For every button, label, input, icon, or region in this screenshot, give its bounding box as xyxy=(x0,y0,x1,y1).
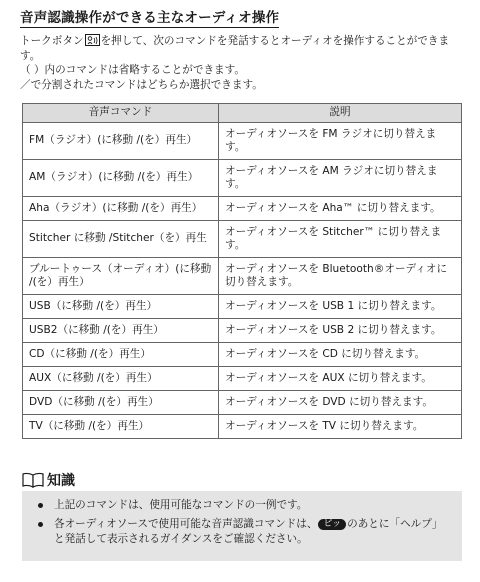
command-cell: AUX（に移動 /(を）再生） xyxy=(23,367,219,391)
command-cell: TV（に移動 /(を）再生） xyxy=(23,415,219,439)
table-row xyxy=(23,160,462,197)
table-row xyxy=(23,295,462,319)
command-cell: USB（に移動 /(を）再生） xyxy=(23,295,219,319)
table-row xyxy=(23,258,462,295)
description-cell: オーディオソースを Stitcher™ に切り替えます。 xyxy=(219,221,462,258)
command-cell: AM（ラジオ）(に移動 /(を）再生） xyxy=(23,160,219,197)
description-cell: オーディオソースを CD に切り替えます。 xyxy=(219,343,462,367)
command-cell: Aha（ラジオ）(に移動 /(を）再生） xyxy=(23,197,219,221)
description-cell: オーディオソースを TV に切り替えます。 xyxy=(219,415,462,439)
table-row xyxy=(23,415,462,439)
table-row xyxy=(23,367,462,391)
knowledge-item-2-after: のあとに「ヘルプ」と発話して表示されるガイダンスをご確認ください。 xyxy=(54,518,443,545)
intro-line-1-before: トークボタン xyxy=(20,35,84,47)
intro-line-3: ／で分割されたコマンドはどちらか選択できます。 xyxy=(20,78,263,91)
description-cell: オーディオソースを USB 2 に切り替えます。 xyxy=(219,319,462,343)
table-row xyxy=(23,123,462,160)
page-title: 音声認識操作ができる主なオーディオ操作 xyxy=(20,10,280,26)
table-row xyxy=(23,391,462,415)
knowledge-item-1: 上記のコマンドは、使用可能なコマンドの一例です。 xyxy=(54,499,308,511)
table-row xyxy=(23,221,462,258)
beep-badge: ピッ xyxy=(318,519,346,530)
command-cell: DVD（に移動 /(を）再生） xyxy=(23,391,219,415)
knowledge-box xyxy=(22,491,462,561)
open-book-icon xyxy=(22,472,44,488)
command-cell: ブルートゥース（オーディオ）(に移動 /(を）再生） xyxy=(23,258,219,295)
knowledge-list xyxy=(36,498,452,547)
intro-line-1-after: を押して、次のコマンドを発話するとオーディオを操作することができます。 xyxy=(20,35,450,62)
command-cell: Stitcher に移動 /Stitcher（を）再生 xyxy=(23,221,219,258)
description-cell: オーディオソースを USB 1 に切り替えます。 xyxy=(219,295,462,319)
command-cell: CD（に移動 /(を）再生） xyxy=(23,343,219,367)
list-item xyxy=(36,517,452,547)
intro-line-2: （ ）内のコマンドは省略することができます。 xyxy=(20,64,245,76)
header-description: 説明 xyxy=(219,104,462,123)
intro-text xyxy=(20,34,468,92)
table-header-row xyxy=(23,104,462,123)
voice-command-table xyxy=(22,103,462,439)
description-cell: オーディオソースを DVD に切り替えます。 xyxy=(219,391,462,415)
command-cell: FM（ラジオ）(に移動 /(を）再生） xyxy=(23,123,219,160)
description-cell: オーディオソースを Bluetooth®オーディオに切り替えます。 xyxy=(219,258,462,295)
knowledge-item-2-before: 各オーディオソースで使用可能な音声認識コマンドは、 xyxy=(54,518,318,530)
list-item xyxy=(36,498,452,513)
description-cell: オーディオソースを AM ラジオに切り替えます。 xyxy=(219,160,462,197)
table-row xyxy=(23,197,462,221)
description-cell: オーディオソースを Aha™ に切り替えます。 xyxy=(219,197,462,221)
table-row xyxy=(23,343,462,367)
description-cell: オーディオソースを FM ラジオに切り替えます。 xyxy=(219,123,462,160)
knowledge-header xyxy=(22,470,75,490)
talk-button-icon xyxy=(85,34,100,46)
intro-line-1 xyxy=(20,34,468,63)
description-cell: オーディオソースを AUX に切り替えます。 xyxy=(219,367,462,391)
table-row xyxy=(23,319,462,343)
command-cell: USB2（に移動 /(を）再生） xyxy=(23,319,219,343)
header-voice-command: 音声コマンド xyxy=(23,104,219,123)
knowledge-title: 知識 xyxy=(47,473,75,489)
